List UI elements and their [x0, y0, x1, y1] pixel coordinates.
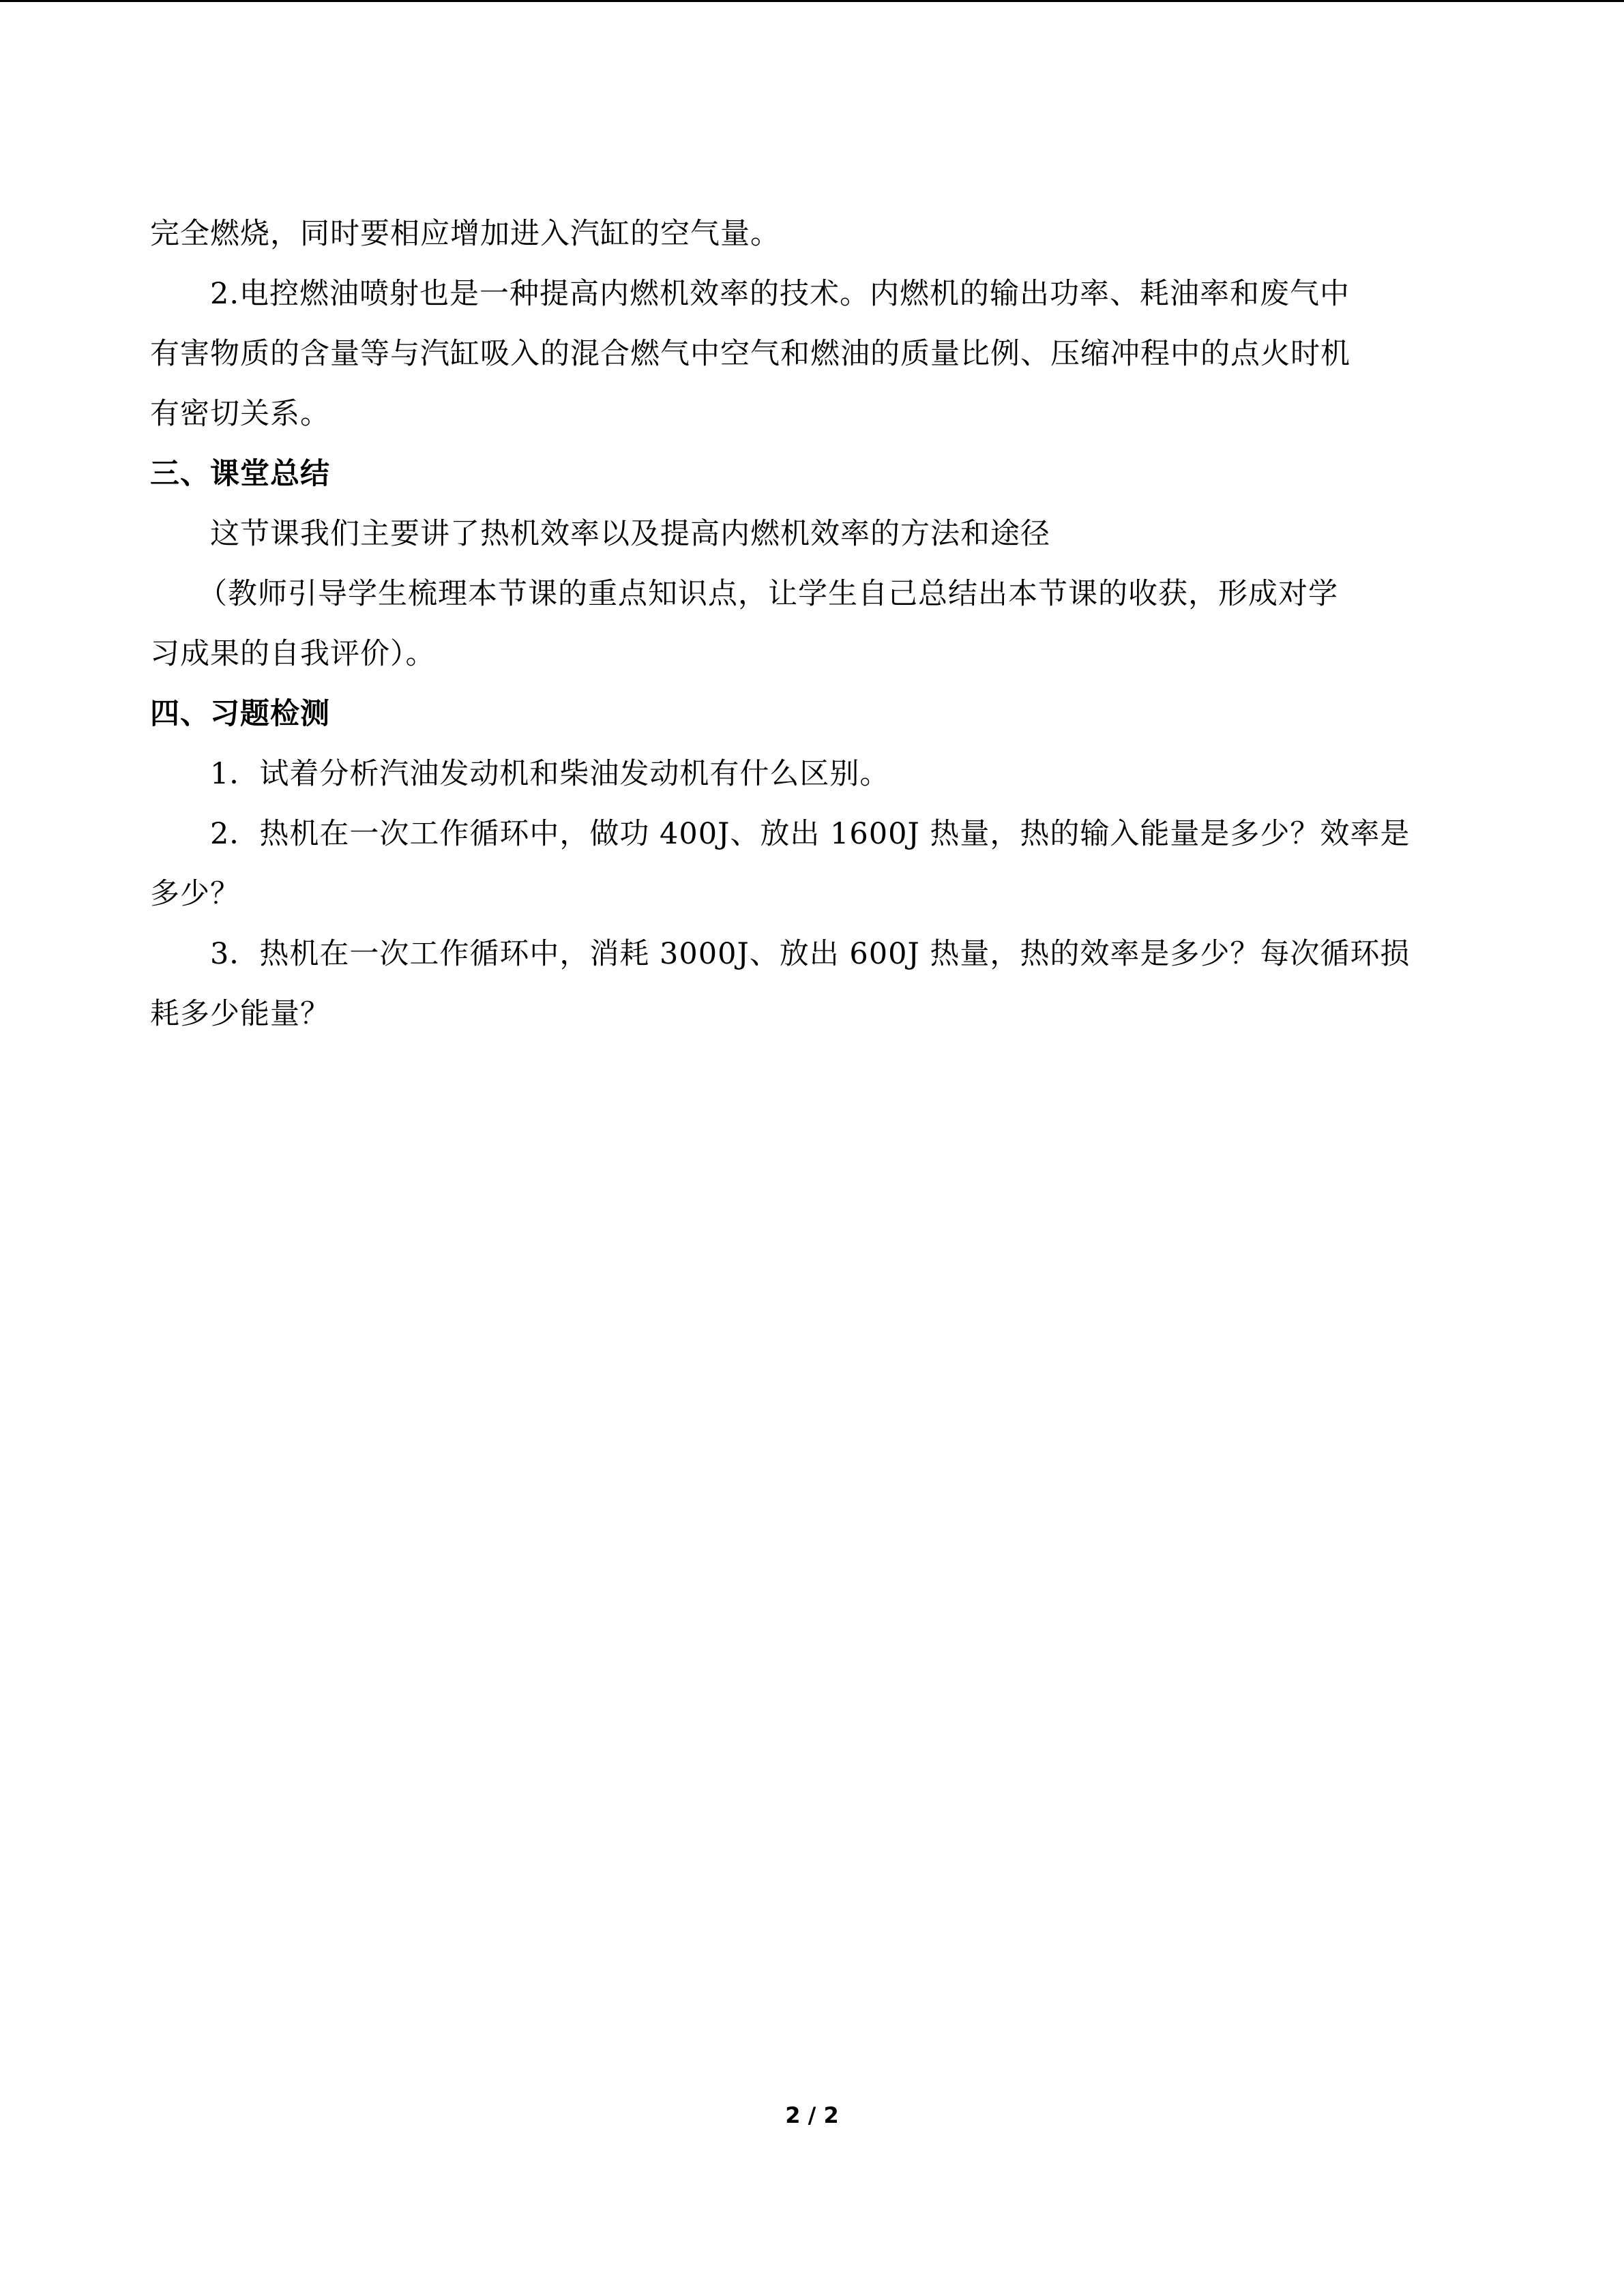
section-heading-exercises: 四、习题检测 [150, 697, 330, 731]
exercise-item: 1．试着分析汽油发动机和柴油发动机有什么区别。 [210, 757, 890, 791]
body-text-line: （教师引导学生梳理本节课的重点知识点，让学生自己总结出本节课的收获，形成对学 [198, 577, 1338, 611]
page-top-border [0, 0, 1624, 2]
body-text-line: 2.电控燃油喷射也是一种提高内燃机效率的技术。内燃机的输出功率、耗油率和废气中 [210, 277, 1350, 311]
page-number: 2 / 2 [785, 2102, 839, 2128]
exercise-item-continuation: 多少？ [150, 877, 240, 911]
body-text-line: 这节课我们主要讲了热机效率以及提高内燃机效率的方法和途径 [210, 517, 1050, 551]
section-heading-summary: 三、课堂总结 [150, 457, 330, 491]
exercise-item-continuation: 耗多少能量？ [150, 997, 330, 1031]
body-text-line: 有密切关系。 [150, 397, 330, 431]
body-text-line: 完全燃烧，同时要相应增加进入汽缸的空气量。 [150, 217, 780, 251]
body-text-line: 习成果的自我评价）。 [150, 637, 436, 671]
exercise-item: 3．热机在一次工作循环中，消耗 3000J、放出 600J 热量，热的效率是多少？每次循环损 [210, 937, 1411, 971]
exercise-item: 2．热机在一次工作循环中，做功 400J、放出 1600J 热量，热的输入能量是多少？效率是 [210, 817, 1411, 851]
body-text-line: 有害物质的含量等与汽缸吸入的混合燃气中空气和燃油的质量比例、压缩冲程中的点火时机 [150, 337, 1350, 371]
